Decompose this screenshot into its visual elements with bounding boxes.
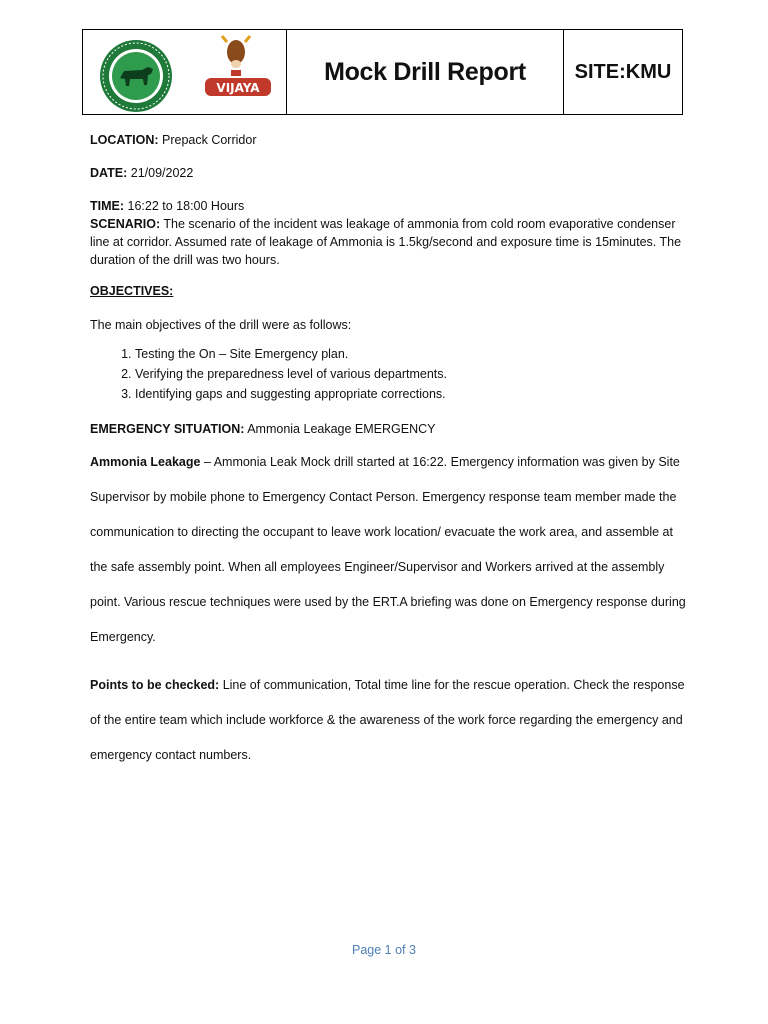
dairy-seal-logo [98,38,174,114]
objectives-heading [90,282,690,300]
page-title: Mock Drill Report [324,57,526,86]
title-cell [287,30,564,114]
objectives-list [90,344,690,404]
location-line [90,131,690,149]
objective-item: 1. Testing the On – Site Emergency plan. [135,344,690,364]
date-line [90,164,690,182]
page-number: Page 1 of 3 [352,943,416,957]
emergency-situation-value: Ammonia Leakage EMERGENCY [247,422,436,436]
objectives-intro [90,316,690,334]
objectives-list-wrapper [90,344,690,404]
scenario-paragraph [90,215,690,269]
location-value: Prepack Corridor [162,133,257,147]
emergency-situation-line [90,420,690,438]
logo-cell [83,30,287,114]
time-value: 16:22 to 18:00 Hours [127,199,245,213]
time-scenario-block [90,197,690,269]
time-label: TIME: [90,199,125,213]
location-label: LOCATION: [90,133,159,147]
points-paragraph [90,668,695,773]
time-line [90,197,690,215]
date-value: 21/09/2022 [130,166,194,180]
site-label: SITE:KMU [574,60,672,83]
objectives-intro-text: The main objectives of the drill were as follows: [90,318,352,332]
site-cell [564,30,682,114]
scenario-label: SCENARIO: [90,217,161,231]
scenario-value: The scenario of the incident was leakage of ammonia from cold room evaporative condenser line at corridor. Assumed rate of leakage of Ammonia is 1.5kg/second and exposure time is 15minutes. The duration of the drill was two hours. [90,217,682,267]
narrative-paragraph [90,445,690,655]
objective-item: 2. Verifying the preparedness level of various departments. [135,364,690,384]
date-label: DATE: [90,166,128,180]
svg-text:VIJAYA: VIJAYA [216,81,260,95]
points-label: Points to be checked: [90,678,220,692]
vijaya-brand-logo [200,34,276,100]
report-header [82,29,683,115]
narrative-value: – Ammonia Leak Mock drill started at 16:22. Emergency information was given by Site Supervisor by mobile phone to Emergency Contact Person. Emergency response team member made the communication to directing the occupant to leave work location/ evacuate the work area, and assemble at the safe assembly point. When all employees Engineer/Supervisor and Workers arrived at the assembly point. Various rescue techniques were used by the ERT.A briefing was done on Emergency response during Emergency. [90,455,686,644]
narrative-label: Ammonia Leakage [90,455,201,469]
objectives-heading-text: OBJECTIVES: [90,284,174,298]
points-value: Line of communication, Total time line for the rescue operation. Check the response of the entire team which include workforce & the awareness of the work force regarding the emergency and emergency contact numbers. [90,678,685,762]
emergency-situation-label: EMERGENCY SITUATION: [90,422,245,436]
objective-item: 3. Identifying gaps and suggesting appropriate corrections. [135,384,690,404]
